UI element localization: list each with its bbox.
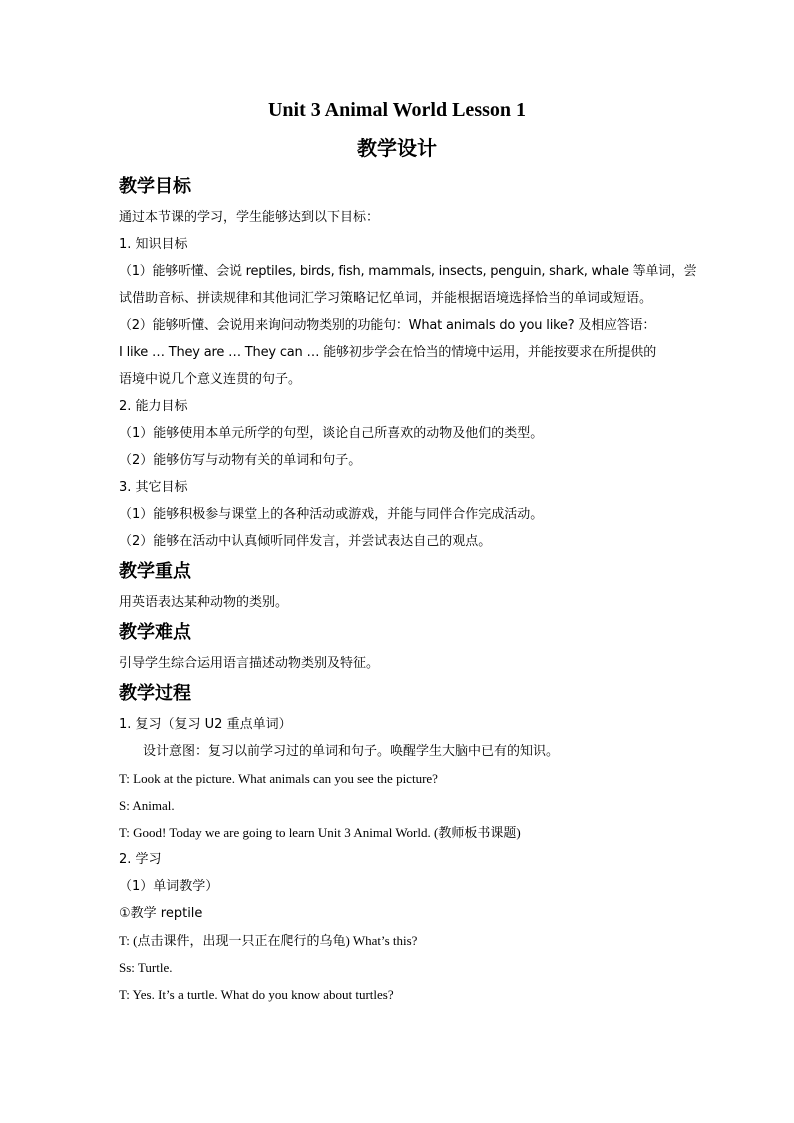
step-heading: 2. 学习 [119,852,162,867]
paragraph: （2）能够仿写与动物有关的单词和句子。 [119,453,362,468]
subheading-other: 3. 其它目标 [119,480,188,495]
dialogue-line: T: (点击课件，出现一只正在爬行的乌龟) What’s this? [119,933,418,948]
step-heading: 1. 复习（复习 U2 重点单词） [119,717,292,732]
substep-heading: （1）单词教学） [119,879,219,894]
paragraph: （1）能够使用本单元所学的句型，谈论自己所喜欢的动物及他们的类型。 [119,426,544,441]
paragraph: 试借助音标、拼读规律和其他词汇学习策略记忆单词，并能根据语境选择恰当的单词或短语。 [119,291,653,306]
design-intent: 设计意图：复习以前学习过的单词和句子。唤醒学生大脑中已有的知识。 [143,744,560,759]
section-heading-objectives: 教学目标 [119,176,191,197]
section-heading-difficulties: 教学难点 [119,622,191,643]
section-heading-process: 教学过程 [119,683,191,704]
paragraph: 通过本节课的学习，学生能够达到以下目标： [119,210,380,225]
dialogue-line: T: Yes. It’s a turtle. What do you know about turtles? [119,987,394,1002]
subheading-knowledge: 1. 知识目标 [119,237,188,252]
document-body [119,174,697,1008]
paragraph: （2）能够听懂、会说用来询问动物类别的功能句：What animals do you like? 及相应答语： [119,318,656,333]
paragraph: （1）能够听懂、会说 reptiles, birds, fish, mammals, insects, penguin, shark, whale 等单词，尝 [119,264,697,279]
paragraph: 用英语表达某种动物的类别。 [119,595,289,610]
paragraph: 引导学生综合运用语言描述动物类别及特征。 [119,656,380,671]
paragraph: （2）能够在活动中认真倾听同伴发言，并尝试表达自己的观点。 [119,534,492,549]
subheading-ability: 2. 能力目标 [119,399,188,414]
dialogue-line: S: Animal. [119,798,175,813]
item-heading: ①教学 reptile [119,906,203,921]
document-subtitle: 教学设计 [357,136,437,160]
paragraph: I like … They are … They can … 能够初步学会在恰当的情境中运用，并能按要求在所提供的 [119,345,657,360]
dialogue-line: Ss: Turtle. [119,960,173,975]
dialogue-line: T: Good! Today we are going to learn Unit 3 Animal World. (教师板书课题) [119,825,521,840]
dialogue-line: T: Look at the picture. What animals can you see the picture? [119,771,438,786]
section-heading-key-points: 教学重点 [119,561,191,582]
paragraph: （1）能够积极参与课堂上的各种活动或游戏，并能与同伴合作完成活动。 [119,507,544,522]
document-title: Unit 3 Animal World Lesson 1 [267,99,527,121]
paragraph: 语境中说几个意义连贯的句子。 [119,372,302,387]
